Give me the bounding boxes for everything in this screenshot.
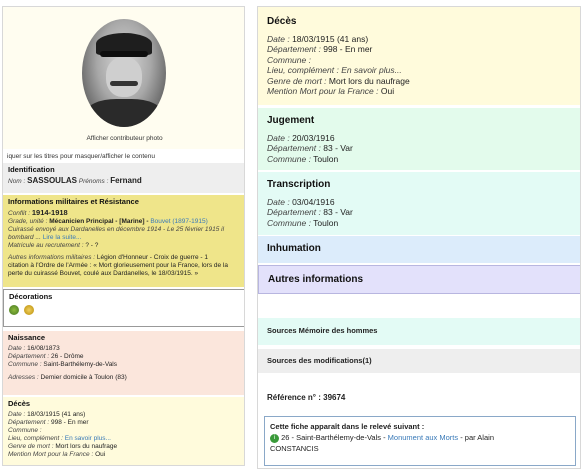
ld-lieu-label: Lieu, complément : (8, 435, 63, 442)
deces-mention: Oui (380, 86, 395, 96)
ld-date-label: Date : (8, 411, 26, 418)
autres-label: Autres informations militaires : (8, 254, 96, 261)
naissance-date: 16/08/1873 (27, 345, 60, 352)
inhumation-title[interactable]: Inhumation (267, 243, 321, 254)
deces-section (258, 7, 581, 105)
deces-genre-label: Genre de mort : (267, 75, 327, 86)
left-deces-title[interactable]: Décès (8, 399, 31, 408)
deces-title[interactable]: Décès (267, 16, 297, 27)
right-panel (257, 6, 581, 469)
prenoms-value: Fernand (110, 176, 142, 185)
autres-section (258, 265, 581, 294)
sources-memoire-section[interactable] (258, 318, 581, 345)
conflit-label: Conflit : (8, 210, 31, 217)
transcription-dept-label: Département : (267, 207, 321, 217)
sources-modifs-title[interactable]: Sources des modifications(1) (267, 356, 372, 365)
jugement-date-label: Date : (267, 132, 290, 143)
photo-contributor-link[interactable]: Afficher contributeur photo (86, 135, 163, 142)
jugement-commune: Toulon (313, 153, 339, 164)
deces-lieu-label: Lieu, complément : (267, 65, 339, 75)
transcription-date-label: Date : (267, 196, 290, 207)
naissance-section (3, 331, 245, 395)
desc-line1: Cuirassé envoyé aux Dardanelles en décembre 1914 - Le 25 février 1915 il (8, 226, 225, 233)
grade-label: Grade, unité : (8, 218, 48, 225)
transcription-dept: 83 - Var (323, 207, 353, 217)
transcription-commune: Toulon (313, 217, 339, 228)
identification-title[interactable]: Identification (8, 165, 55, 174)
decorations-title[interactable]: Décorations (9, 292, 53, 301)
read-more-link[interactable]: Lire la suite... (42, 234, 82, 241)
sources-memoire-title[interactable]: Sources Mémoire des hommes (267, 326, 378, 335)
reference-label: Référence n° : (267, 393, 321, 402)
reference-row (258, 389, 581, 405)
jugement-section (258, 108, 581, 170)
matricule-value: ? - ? (85, 242, 99, 249)
jugement-dept-label: Département : (267, 143, 321, 153)
grade-value: Mécanicien Principal - [Marine] - (49, 218, 149, 225)
ld-genre: Mort lors du naufrage (55, 443, 118, 450)
releve-author: - par Alain (460, 433, 494, 442)
legion-honneur-icon[interactable] (24, 305, 34, 315)
adresses-label: Adresses : (8, 374, 39, 381)
jugement-commune-label: Commune : (267, 153, 311, 164)
autres-line2: citation à l'Ordre de l'Armée : « Mort glorieusement pour la France, lors de la (8, 262, 228, 269)
naissance-commune: Saint-Barthélemy-de-Vals (43, 361, 117, 368)
soldier-photo[interactable] (82, 19, 166, 127)
autres-line1: Légion d'Honneur - Croix de guerre - 1 (96, 254, 208, 261)
naissance-commune-label: Commune : (8, 361, 42, 368)
ld-dept-label: Département : (8, 419, 50, 426)
nom-label: Nom : (8, 178, 26, 185)
decorations-section (3, 289, 245, 327)
transcription-commune-label: Commune : (267, 217, 311, 228)
nom-value: SASSOULAS (27, 176, 77, 185)
ld-lieu-link[interactable]: En savoir plus... (64, 435, 111, 442)
conflit-value: 1914-1918 (31, 208, 68, 217)
sources-modifs-section[interactable] (258, 349, 581, 373)
deces-dept: 998 - En mer (323, 44, 373, 54)
deces-commune-label: Commune : (267, 54, 311, 65)
ld-date: 18/03/1915 (41 ans) (27, 411, 86, 418)
releve-title: Cette fiche apparaît dans le relevé suivant : (270, 422, 425, 431)
monument-link[interactable]: Monument aux Morts (387, 433, 459, 442)
jugement-date: 20/03/1916 (292, 132, 335, 143)
prenoms-label: Prénoms : (78, 178, 109, 185)
autres-line3: perte du cuirassé Bouvet, coulé aux Dardanelles, le 18/03/1915. » (8, 270, 199, 277)
naissance-title[interactable]: Naissance (8, 333, 46, 342)
releve-place: 26 - Saint-Barthélemy-de-Vals - (281, 433, 386, 442)
ld-mention-label: Mention Mort pour la France : (8, 451, 94, 458)
identification-section (3, 163, 245, 193)
photo-area (3, 7, 245, 149)
transcription-date: 03/04/1916 (292, 196, 335, 207)
croix-de-guerre-icon[interactable] (9, 305, 19, 315)
adresses-value: Demier domicile à Toulon (83) (40, 374, 127, 381)
naissance-dept: 26 - Drôme (51, 353, 84, 360)
ld-commune-label: Commune : (8, 427, 42, 434)
inhumation-section (258, 236, 581, 263)
releve-box (264, 416, 576, 466)
left-panel (2, 6, 245, 466)
transcription-title[interactable]: Transcription (267, 179, 331, 190)
jugement-dept: 83 - Var (323, 143, 353, 153)
deces-mention-label: Mention Mort pour la France : (267, 86, 379, 96)
info-icon: i (270, 434, 279, 443)
left-deces-section (3, 397, 245, 466)
ld-mention: Oui (95, 451, 106, 458)
ld-dept: 998 - En mer (51, 419, 89, 426)
autres-title[interactable]: Autres informations (268, 274, 364, 285)
deces-dept-label: Département : (267, 44, 321, 54)
jugement-title[interactable]: Jugement (267, 115, 315, 126)
matricule-label: Matricule au recrutement : (8, 242, 84, 249)
bouvet-link[interactable]: Bouvet (1897-1915) (150, 218, 208, 225)
deces-date-label: Date : (267, 33, 290, 44)
military-title[interactable]: Informations militaires et Résistance (8, 197, 139, 206)
naissance-dept-label: Département : (8, 353, 50, 360)
ld-genre-label: Genre de mort : (8, 443, 54, 450)
naissance-date-label: Date : (8, 345, 26, 352)
desc-line2: bombard ... (8, 234, 41, 241)
toggle-hint: iquer sur les titres pour masquer/afficher le contenu (7, 153, 156, 160)
deces-lieu-link[interactable]: En savoir plus... (341, 65, 402, 75)
transcription-section (258, 172, 581, 235)
deces-date: 18/03/1915 (41 ans) (292, 33, 369, 44)
releve-author-name: CONSTANCIS (270, 444, 319, 453)
deces-genre: Mort lors du naufrage (328, 75, 410, 86)
military-section (3, 195, 245, 287)
reference-value: 39674 (323, 393, 346, 402)
